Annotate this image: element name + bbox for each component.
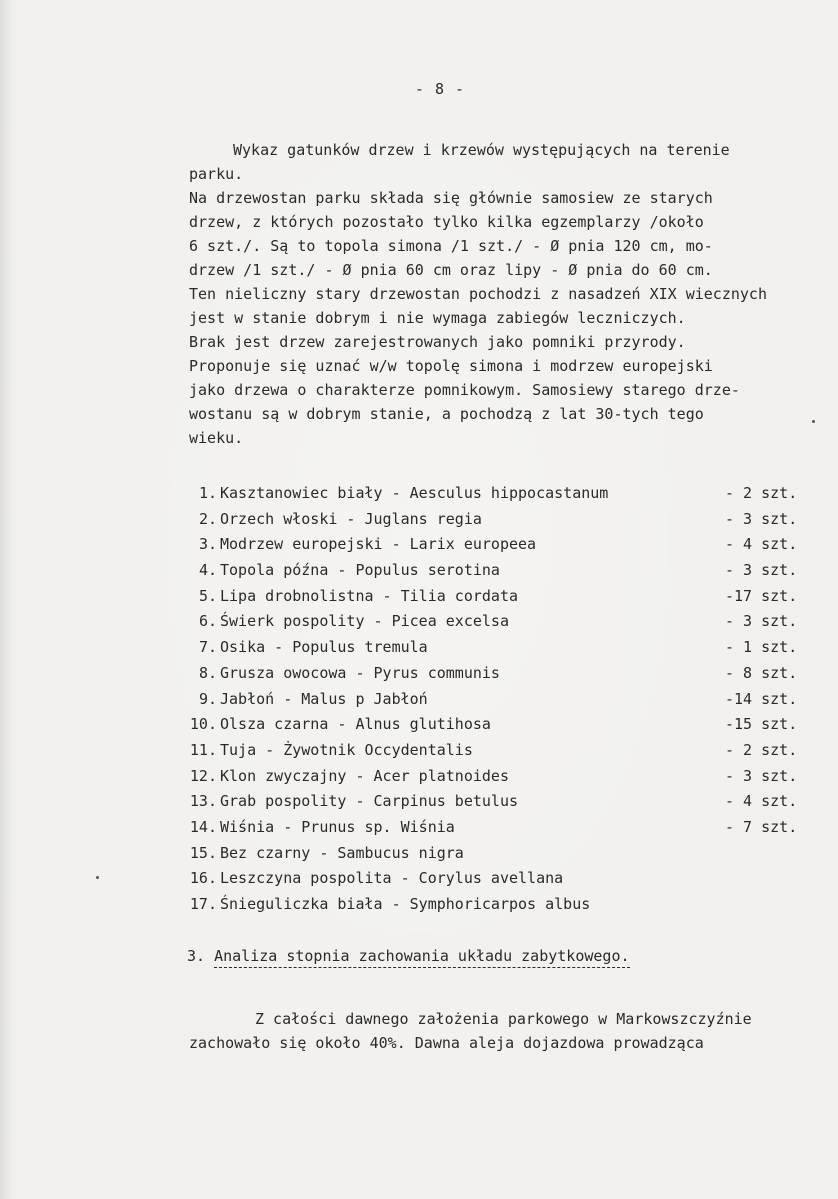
intro-line: parku. (189, 165, 244, 183)
species-number: 16. (189, 869, 217, 888)
species-count: - 3 szt. (725, 509, 798, 528)
species-row (187, 661, 817, 687)
species-name: Śnieguliczka biała - Symphoricarpos albus (220, 895, 591, 913)
species-name: Wiśnia - Prunus sp. Wiśnia (220, 817, 455, 836)
scan-edge-shadow (0, 0, 14, 1199)
species-row (187, 866, 817, 892)
intro-line: wieku. (189, 429, 244, 447)
species-name: Grusza owocowa - Pyrus communis (220, 663, 500, 682)
species-name: Olsza czarna - Alnus glutihosa (220, 715, 491, 734)
closing-line: Z całości dawnego założenia parkowego w Markowszczyźnie (255, 1010, 752, 1028)
species-number: 3. (198, 535, 217, 554)
species-row (187, 558, 817, 584)
species-number: 15. (189, 843, 217, 862)
species-count: - 3 szt. (725, 612, 798, 631)
species-row (187, 712, 817, 738)
species-count: - 4 szt. (725, 792, 798, 811)
intro-paragraph (189, 138, 767, 450)
species-row (187, 841, 817, 867)
species-number: 6. (198, 612, 217, 631)
section-heading (187, 944, 630, 968)
scan-speck (812, 420, 815, 423)
species-count: - 3 szt. (725, 766, 798, 785)
intro-line: Ten nieliczny stary drzewostan pochodzi z nasadzeń XIX wiecznych (189, 285, 767, 303)
species-row (187, 738, 817, 764)
species-name: Lipa drobnolistna - Tilia cordata (220, 586, 519, 605)
species-number: 14. (189, 817, 217, 836)
species-row (187, 764, 817, 790)
intro-line: drzew, z których pozostało tylko kilka egzemplarzy /około (189, 213, 704, 231)
species-row (187, 481, 817, 507)
species-name: Świerk pospolity - Picea excelsa (220, 612, 509, 631)
species-row (187, 815, 817, 841)
species-name: Kasztanowiec biały - Aesculus hippocastanum (220, 484, 609, 502)
species-number: 8. (198, 663, 217, 682)
species-row (187, 584, 817, 610)
species-row (187, 687, 817, 713)
species-list (187, 481, 817, 918)
species-name: Jabłoń - Malus p Jabłoń (220, 689, 428, 708)
section-title: Analiza stopnia zachowania układu zabytkowego. (214, 947, 629, 968)
species-count: - 8 szt. (725, 663, 798, 682)
species-name: Topola późna - Populus serotina (220, 561, 500, 580)
species-number: 7. (198, 638, 217, 657)
intro-line: jako drzewa o charakterze pomnikowym. Samosiewy starego drze- (189, 381, 740, 399)
species-number: 11. (189, 740, 217, 759)
species-row (187, 635, 817, 661)
species-name: Leszczyna pospolita - Corylus avellana (220, 869, 564, 888)
species-number: 4. (198, 561, 217, 580)
intro-line: wostanu są w dobrym stanie, a pochodzą z lat 30-tych tego (189, 405, 704, 423)
page-number: - 8 - (414, 80, 466, 98)
species-name: Bez czarny - Sambucus nigra (220, 843, 464, 862)
intro-line: 6 szt./. Są to topola simona /1 szt./ - Ø pnia 120 cm, mo- (189, 237, 713, 255)
species-row (187, 609, 817, 635)
species-name: Modrzew europejski - Larix europeea (220, 535, 537, 554)
scan-speck (96, 876, 99, 879)
species-number: 5. (198, 586, 217, 605)
species-count: -14 szt. (725, 689, 798, 708)
species-count: - 1 szt. (725, 638, 798, 657)
intro-line: jest w stanie dobrym i nie wymaga zabiegów leczniczych. (189, 309, 686, 327)
species-count: - 3 szt. (725, 561, 798, 580)
species-name: Osika - Populus tremula (220, 638, 428, 657)
species-number: 13. (189, 792, 217, 811)
intro-line: Wykaz gatunków drzew i krzewów występujących na terenie (233, 141, 730, 159)
intro-line: Proponuje się uznać w/w topolę simona i modrzew europejski (189, 357, 713, 375)
species-number: 17. (189, 895, 217, 913)
species-number: 12. (189, 766, 217, 785)
species-count: - 2 szt. (725, 740, 798, 759)
closing-paragraph (189, 1007, 752, 1055)
species-number: 2. (198, 509, 217, 528)
intro-line: Na drzewostan parku składa się głównie samosiew ze starych (189, 189, 713, 207)
species-count: - 2 szt. (725, 484, 798, 502)
species-row (187, 789, 817, 815)
intro-line: drzew /1 szt./ - Ø pnia 60 cm oraz lipy - Ø pnia do 60 cm. (189, 261, 713, 279)
species-number: 1. (198, 484, 217, 502)
species-name: Klon zwyczajny - Acer platnoides (220, 766, 509, 785)
intro-line: Brak jest drzew zarejestrowanych jako pomniki przyrody. (189, 333, 686, 351)
species-name: Grab pospolity - Carpinus betulus (220, 792, 519, 811)
species-number: 10. (189, 715, 217, 734)
species-name: Orzech włoski - Juglans regia (220, 509, 482, 528)
section-number: 3. (187, 947, 206, 965)
species-row (187, 532, 817, 558)
species-count: -15 szt. (725, 715, 798, 734)
species-number: 9. (198, 689, 217, 708)
closing-line: zachowało się około 40%. Dawna aleja dojazdowa prowadząca (189, 1034, 704, 1052)
species-count: - 4 szt. (725, 535, 798, 554)
species-count: - 7 szt. (725, 817, 798, 836)
species-count: -17 szt. (725, 586, 798, 605)
species-row (187, 507, 817, 533)
species-name: Tuja - Żywotnik Occydentalis (220, 740, 473, 759)
species-row (187, 892, 817, 918)
